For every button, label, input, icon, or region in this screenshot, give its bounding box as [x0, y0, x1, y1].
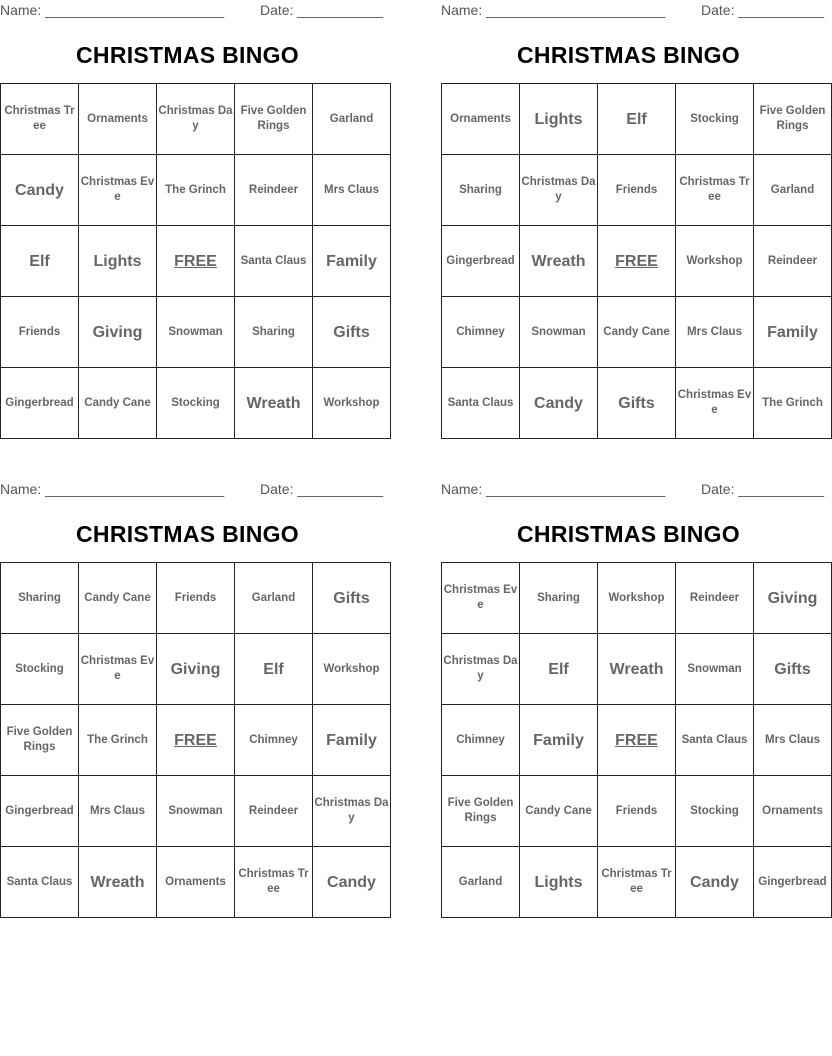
- bingo-cell: Reindeer: [754, 226, 832, 297]
- bingo-cell: Lights: [79, 226, 157, 297]
- grid-row: [1, 847, 391, 918]
- bingo-cell: Wreath: [79, 847, 157, 918]
- name-field: Name: _______________________: [0, 2, 225, 18]
- grid-row: [1, 634, 391, 705]
- bingo-grid: [441, 562, 832, 918]
- bingo-cell: Santa Claus: [235, 226, 313, 297]
- bingo-cell: The Grinch: [79, 705, 157, 776]
- bingo-cell: Candy: [676, 847, 754, 918]
- date-field: Date: ___________: [701, 2, 824, 18]
- bingo-cell: Gingerbread: [1, 368, 79, 439]
- bingo-grid: [0, 83, 391, 439]
- bingo-card: [0, 0, 383, 434]
- bingo-cell: Candy Cane: [79, 563, 157, 634]
- bingo-cell: Candy: [1, 155, 79, 226]
- bingo-cell: Santa Claus: [676, 705, 754, 776]
- bingo-cell: Christmas Tree: [676, 155, 754, 226]
- bingo-cell: Gifts: [598, 368, 676, 439]
- bingo-cell: Garland: [754, 155, 832, 226]
- bingo-cell: Mrs Claus: [79, 776, 157, 847]
- card-header: [0, 481, 383, 499]
- bingo-grid: [441, 83, 832, 439]
- bingo-cell: Gingerbread: [442, 226, 520, 297]
- bingo-cell: Christmas Tree: [1, 84, 79, 155]
- bingo-cell: Family: [520, 705, 598, 776]
- bingo-cell: Snowman: [676, 634, 754, 705]
- bingo-cell: Chimney: [235, 705, 313, 776]
- bingo-cell: Christmas Eve: [79, 634, 157, 705]
- card-title: CHRISTMAS BINGO: [517, 521, 740, 547]
- grid-row: [1, 705, 391, 776]
- card-header: [0, 2, 383, 20]
- bingo-cell: Mrs Claus: [676, 297, 754, 368]
- bingo-cell: Family: [313, 705, 391, 776]
- bingo-cell: Santa Claus: [1, 847, 79, 918]
- grid-row: [442, 297, 832, 368]
- date-field: Date: ___________: [701, 481, 824, 497]
- bingo-cell: Snowman: [157, 297, 235, 368]
- bingo-cell: Ornaments: [754, 776, 832, 847]
- bingo-cell: Stocking: [1, 634, 79, 705]
- bingo-cell: Gifts: [754, 634, 832, 705]
- bingo-cell: Stocking: [676, 84, 754, 155]
- bingo-cell: Christmas Day: [520, 155, 598, 226]
- grid-row: [1, 368, 391, 439]
- grid-row: [442, 563, 832, 634]
- bingo-cell: Five Golden Rings: [1, 705, 79, 776]
- bingo-cell: Elf: [598, 84, 676, 155]
- bingo-cell: Candy Cane: [520, 776, 598, 847]
- date-field: Date: ___________: [260, 2, 383, 18]
- bingo-cell: Christmas Day: [313, 776, 391, 847]
- grid-row: [1, 776, 391, 847]
- bingo-cell: Sharing: [235, 297, 313, 368]
- bingo-cell: Christmas Tree: [598, 847, 676, 918]
- grid-row: [442, 155, 832, 226]
- grid-row: [1, 84, 391, 155]
- bingo-cell: Ornaments: [157, 847, 235, 918]
- bingo-cell: Family: [313, 226, 391, 297]
- bingo-cell: Sharing: [520, 563, 598, 634]
- bingo-cell: Chimney: [442, 705, 520, 776]
- bingo-cell: Snowman: [157, 776, 235, 847]
- bingo-cell: Christmas Eve: [79, 155, 157, 226]
- bingo-cell: Christmas Eve: [676, 368, 754, 439]
- grid-row: [1, 297, 391, 368]
- bingo-cell: Stocking: [157, 368, 235, 439]
- bingo-cell: Workshop: [313, 634, 391, 705]
- grid-row: [442, 634, 832, 705]
- card-header: [441, 481, 824, 499]
- grid-row: [1, 226, 391, 297]
- bingo-cell: Reindeer: [676, 563, 754, 634]
- bingo-cell: Stocking: [676, 776, 754, 847]
- bingo-cell: Wreath: [598, 634, 676, 705]
- bingo-cell: Giving: [157, 634, 235, 705]
- bingo-cell: Santa Claus: [442, 368, 520, 439]
- card-title: CHRISTMAS BINGO: [517, 42, 740, 68]
- bingo-cell: Christmas Day: [157, 84, 235, 155]
- bingo-cell: Giving: [79, 297, 157, 368]
- bingo-cell: Reindeer: [235, 155, 313, 226]
- free-space-cell: FREE: [598, 705, 676, 776]
- grid-row: [442, 84, 832, 155]
- bingo-cell: Five Golden Rings: [442, 776, 520, 847]
- bingo-cell: Garland: [313, 84, 391, 155]
- bingo-cell: Wreath: [235, 368, 313, 439]
- bingo-cell: Snowman: [520, 297, 598, 368]
- bingo-cell: Family: [754, 297, 832, 368]
- bingo-cell: Gingerbread: [1, 776, 79, 847]
- bingo-cell: Christmas Day: [442, 634, 520, 705]
- bingo-cell: Gifts: [313, 563, 391, 634]
- bingo-cell: Ornaments: [442, 84, 520, 155]
- bingo-cell: Workshop: [598, 563, 676, 634]
- bingo-cell: Elf: [520, 634, 598, 705]
- bingo-cell: The Grinch: [157, 155, 235, 226]
- bingo-cell: Candy: [520, 368, 598, 439]
- name-field: Name: _______________________: [0, 481, 225, 497]
- bingo-cell: Christmas Eve: [442, 563, 520, 634]
- bingo-cell: Candy Cane: [598, 297, 676, 368]
- bingo-cell: Workshop: [676, 226, 754, 297]
- bingo-cell: Wreath: [520, 226, 598, 297]
- bingo-cell: Giving: [754, 563, 832, 634]
- card-title: CHRISTMAS BINGO: [76, 42, 299, 68]
- bingo-cell: Candy: [313, 847, 391, 918]
- bingo-card: [0, 479, 389, 913]
- bingo-cell: Workshop: [313, 368, 391, 439]
- bingo-cell: Elf: [235, 634, 313, 705]
- bingo-cell: Garland: [235, 563, 313, 634]
- free-space-cell: FREE: [598, 226, 676, 297]
- bingo-cell: Reindeer: [235, 776, 313, 847]
- bingo-cell: Lights: [520, 84, 598, 155]
- bingo-cell: Candy Cane: [79, 368, 157, 439]
- bingo-cell: Sharing: [1, 563, 79, 634]
- grid-row: [1, 563, 391, 634]
- bingo-grid: [0, 562, 391, 918]
- date-field: Date: ___________: [260, 481, 383, 497]
- bingo-cell: Five Golden Rings: [235, 84, 313, 155]
- bingo-cell: Gifts: [313, 297, 391, 368]
- grid-row: [1, 155, 391, 226]
- card-header: [441, 2, 824, 20]
- bingo-cell: Garland: [442, 847, 520, 918]
- card-title: CHRISTMAS BINGO: [76, 521, 299, 547]
- bingo-cell: Lights: [520, 847, 598, 918]
- bingo-card: [441, 479, 827, 913]
- name-field: Name: _______________________: [441, 481, 666, 497]
- bingo-cell: Friends: [157, 563, 235, 634]
- bingo-cell: Christmas Tree: [235, 847, 313, 918]
- bingo-cell: Mrs Claus: [313, 155, 391, 226]
- grid-row: [442, 226, 832, 297]
- bingo-cell: Friends: [598, 155, 676, 226]
- bingo-cell: Friends: [1, 297, 79, 368]
- bingo-cell: The Grinch: [754, 368, 832, 439]
- bingo-cell: Sharing: [442, 155, 520, 226]
- bingo-cell: Friends: [598, 776, 676, 847]
- free-space-cell: FREE: [157, 226, 235, 297]
- grid-row: [442, 705, 832, 776]
- bingo-cell: Gingerbread: [754, 847, 832, 918]
- bingo-cell: Mrs Claus: [754, 705, 832, 776]
- name-field: Name: _______________________: [441, 2, 666, 18]
- grid-row: [442, 368, 832, 439]
- bingo-cell: Five Golden Rings: [754, 84, 832, 155]
- bingo-cell: Elf: [1, 226, 79, 297]
- bingo-card: [441, 0, 826, 434]
- free-space-cell: FREE: [157, 705, 235, 776]
- bingo-cell: Chimney: [442, 297, 520, 368]
- grid-row: [442, 776, 832, 847]
- grid-row: [442, 847, 832, 918]
- bingo-cell: Ornaments: [79, 84, 157, 155]
